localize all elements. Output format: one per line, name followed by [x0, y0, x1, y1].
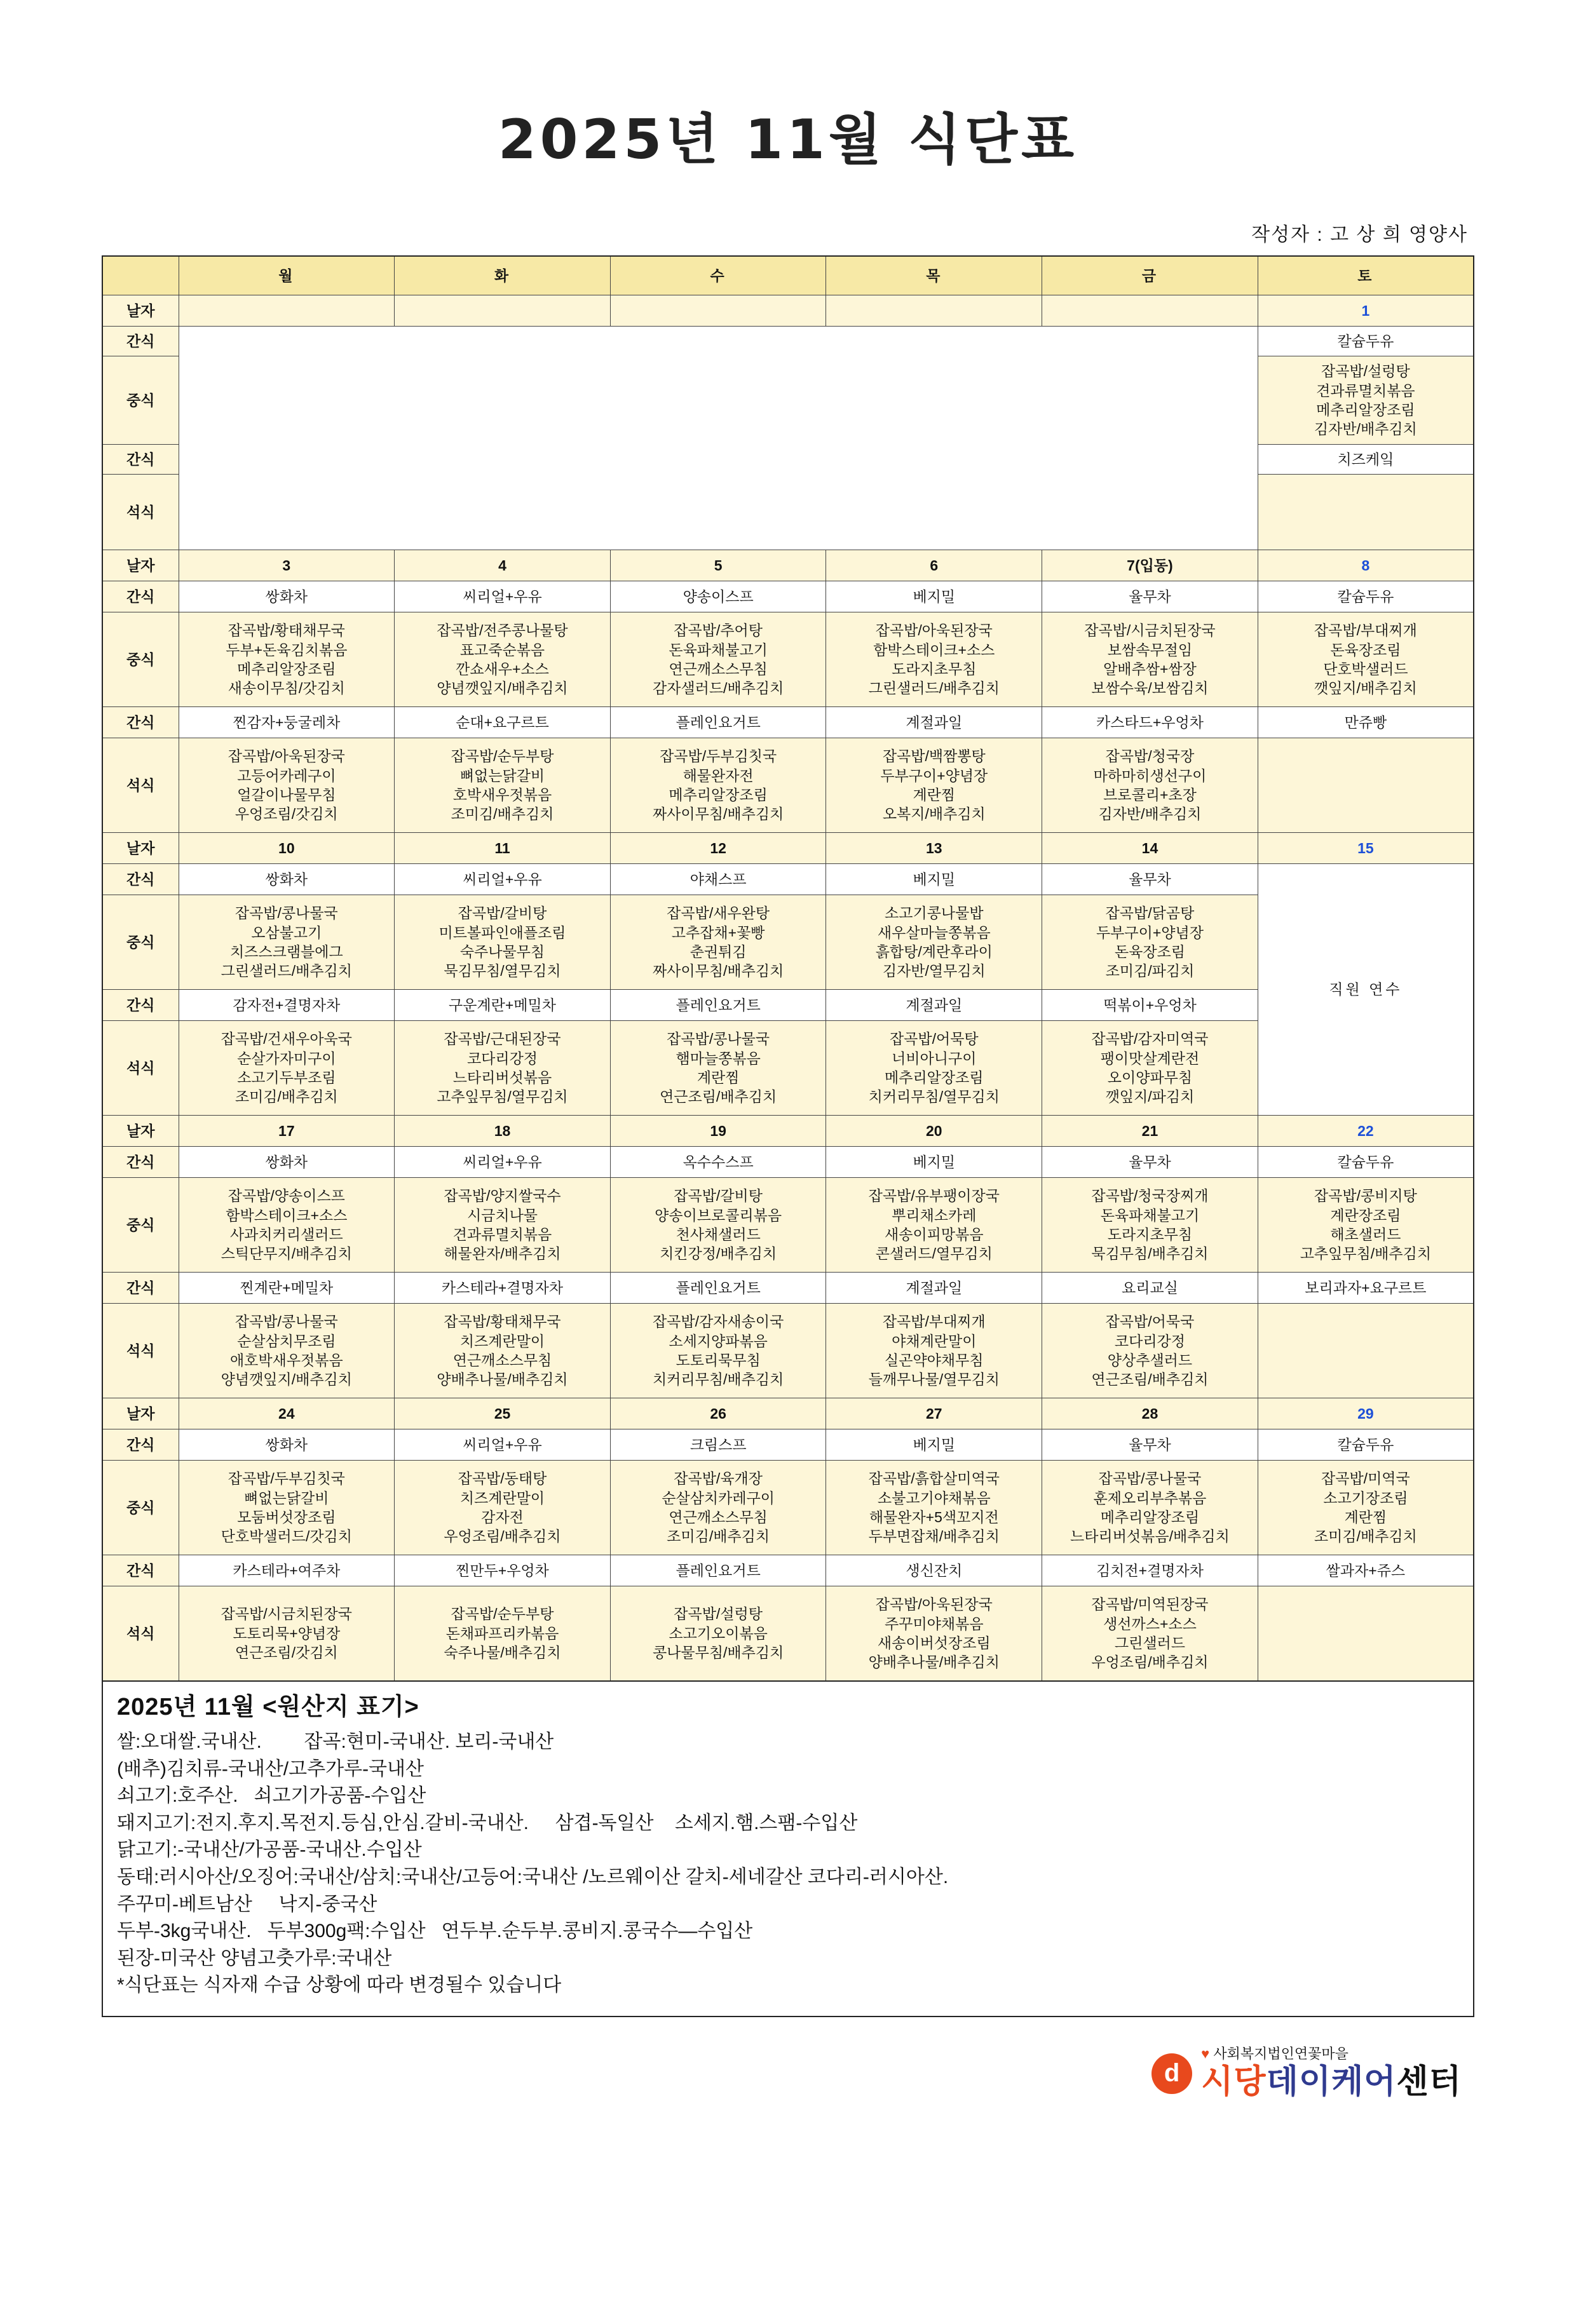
row-label: 석식: [102, 475, 179, 550]
meal-cell: 잡곡밥/감자미역국 팽이맛살계란전 오이양파무침 깻잎지/파김치: [1042, 1021, 1258, 1116]
row-label: 간식: [102, 707, 179, 738]
row-label-date: 날자: [102, 1116, 179, 1147]
row-label-date: 날자: [102, 295, 179, 327]
meal-cell: 잡곡밥/콩나물국 햄마늘쫑볶음 계란찜 연근조림/배추김치: [610, 1021, 826, 1116]
meal-cell: 찐감자+둥굴레차: [179, 707, 395, 738]
row-label: 간식: [102, 327, 179, 356]
meal-cell: 율무차: [1042, 581, 1258, 612]
meal-row: [102, 1273, 1474, 1304]
meal-cell: 씨리얼+우유: [395, 1429, 611, 1461]
origin-line: 쌀:오대쌀.국내산. 잡곡:현미-국내산. 보리-국내산: [117, 1731, 554, 1752]
meal-cell: 베지밀: [826, 864, 1042, 895]
meal-cell: 잡곡밥/부대찌개 야채계란말이 실곤약야채무침 들깨무나물/열무김치: [826, 1304, 1042, 1398]
meal-cell: 베지밀: [826, 1147, 1042, 1178]
row-label: 중식: [102, 1461, 179, 1555]
row-label: 중식: [102, 612, 179, 707]
date-cell: 24: [179, 1398, 395, 1429]
date-cell: 29: [1258, 1398, 1474, 1429]
origin-line: 두부-3kg국내산. 두부300g팩:수입산 연두부.순두부.콩비지.콩국수—수입산: [117, 1921, 753, 1942]
meal-cell: 잡곡밥/순두부탕 뼈없는닭갈비 호박새우젓볶음 조미김/배추김치: [395, 738, 611, 833]
date-cell: 10: [179, 833, 395, 864]
meal-cell: 쌍화차: [179, 864, 395, 895]
meal-cell: 잡곡밥/감자새송이국 소세지양파볶음 도토리묵무침 치커리무침/배추김치: [610, 1304, 826, 1398]
meal-cell: 칼슘두유: [1258, 327, 1474, 356]
row-label: 간식: [102, 990, 179, 1021]
meal-row: [102, 1304, 1474, 1398]
meal-cell: 쌍화차: [179, 581, 395, 612]
meal-row: [102, 707, 1474, 738]
date-cell: 27: [826, 1398, 1042, 1429]
meal-cell: 야채스프: [610, 864, 826, 895]
meal-row: [102, 1555, 1474, 1586]
origin-line: 주꾸미-베트남산 낙지-중국산: [117, 1893, 377, 1915]
meal-cell: 잡곡밥/황태채무국 치즈계란말이 연근깨소스무침 양배추나물/배추김치: [395, 1304, 611, 1398]
origin-line: *식단표는 식자재 수급 상황에 따라 변경될수 있습니다: [117, 1975, 562, 1996]
meal-row: [102, 1461, 1474, 1555]
meal-cell: 잡곡밥/갈비탕 미트볼파인애플조림 숙주나물무침 묵김무침/열무김치: [395, 895, 611, 990]
origin-line: 동태:러시아산/오징어:국내산/삼치:국내산/고등어:국내산 /노르웨이산 갈치-세네갈산 코다리-러시아산.: [117, 1866, 949, 1888]
row-label: 간식: [102, 581, 179, 612]
date-cell: 12: [610, 833, 826, 864]
meal-cell: 계절과일: [826, 707, 1042, 738]
meal-cell: 잡곡밥/미역된장국 생선까스+소스 그린샐러드 우엉조림/배추김치: [1042, 1586, 1258, 1682]
author-line: 작성자 : 고 상 희 영양사: [1251, 224, 1468, 245]
meal-row: [102, 612, 1474, 707]
brand-logo: [1151, 2046, 1462, 2100]
meal-cell: 잡곡밥/백짬뽕탕 두부구이+양념장 계란찜 오복지/배추김치: [826, 738, 1042, 833]
meal-cell: 떡볶이+우엉차: [1042, 990, 1258, 1021]
meal-cell: 잡곡밥/황태채무국 두부+돈육김치볶음 메추리알장조림 새송이무침/갓김치: [179, 612, 395, 707]
weekday-header-4: 금: [1042, 256, 1258, 295]
row-label: 중식: [102, 1178, 179, 1273]
meal-cell: 잡곡밥/근대된장국 코다리강정 느타리버섯볶음 고추잎무침/열무김치: [395, 1021, 611, 1116]
meal-cell: 잡곡밥/청국장찌개 돈육파채불고기 도라지초무침 묵김무침/배추김치: [1042, 1178, 1258, 1273]
meal-row: [102, 327, 1474, 356]
date-cell: 19: [610, 1116, 826, 1147]
meal-cell: 계절과일: [826, 1273, 1042, 1304]
date-cell: [395, 295, 611, 327]
meal-cell: 씨리얼+우유: [395, 581, 611, 612]
meal-cell: 카스테라+결명자차: [395, 1273, 611, 1304]
date-cell: 20: [826, 1116, 1042, 1147]
date-cell: 1: [1258, 295, 1474, 327]
meal-cell: 계절과일: [826, 990, 1042, 1021]
date-row: [102, 295, 1474, 327]
meal-row: [102, 738, 1474, 833]
meal-cell: 칼슘두유: [1258, 581, 1474, 612]
org-name: ♥ 사회복지법인연꽃마을: [1201, 2045, 1348, 2062]
date-cell: 7(입동): [1042, 550, 1258, 581]
meal-cell: 플레인요거트: [610, 1273, 826, 1304]
meal-cell: 플레인요거트: [610, 1555, 826, 1586]
date-cell: 13: [826, 833, 1042, 864]
meal-cell: 플레인요거트: [610, 990, 826, 1021]
meal-cell: 잡곡밥/청국장 마하마히생선구이 브로콜리+초장 김자반/배추김치: [1042, 738, 1258, 833]
date-cell: 14: [1042, 833, 1258, 864]
row-label: 간식: [102, 445, 179, 475]
meal-cell: 크림스프: [610, 1429, 826, 1461]
meal-cell: 잡곡밥/어묵국 코다리강정 양상추샐러드 연근조림/배추김치: [1042, 1304, 1258, 1398]
row-label: 중식: [102, 356, 179, 445]
meal-cell: 잡곡밥/아욱된장국 함박스테이크+소스 도라지초무침 그린샐러드/배추김치: [826, 612, 1042, 707]
meal-cell: 잡곡밥/육개장 순살삼치카레구이 연근깨소스무침 조미김/배추김치: [610, 1461, 826, 1555]
meal-row: [102, 864, 1474, 895]
meal-cell: 잡곡밥/닭곰탕 두부구이+양념장 돈육장조림 조미김/파김치: [1042, 895, 1258, 990]
origin-line: 돼지고기:전지.후지.목전지.등심,안심.갈비-국내산. 삼겹-독일산 소세지.햄.스팸-수입산: [117, 1812, 858, 1834]
meal-cell: 베지밀: [826, 581, 1042, 612]
row-label: 간식: [102, 1429, 179, 1461]
origin-section: [102, 1682, 1474, 2017]
date-cell: 17: [179, 1116, 395, 1147]
meal-row: [102, 1147, 1474, 1178]
meal-cell: 칼슘두유: [1258, 1429, 1474, 1461]
row-label: 간식: [102, 1273, 179, 1304]
meal-cell: 율무차: [1042, 1429, 1258, 1461]
meal-cell: 쌍화차: [179, 1147, 395, 1178]
origin-line: (배추)김치류-국내산/고추가루-국내산: [117, 1758, 424, 1780]
meal-cell: [1258, 1586, 1474, 1682]
origin-line: 된장-미국산 양념고춧가루:국내산: [117, 1947, 392, 1969]
row-label: 간식: [102, 1147, 179, 1178]
date-cell: 28: [1042, 1398, 1258, 1429]
date-cell: 8: [1258, 550, 1474, 581]
meal-cell: [1258, 475, 1474, 550]
meal-cell: 쌍화차: [179, 1429, 395, 1461]
meal-cell: 쌀과자+쥬스: [1258, 1555, 1474, 1586]
meal-cell: 잡곡밥/전주콩나물탕 표고죽순볶음 깐쇼새우+소스 양념깻잎지/배추김치: [395, 612, 611, 707]
origin-title: 2025년 11월 <원산지 표기>: [117, 1694, 419, 1720]
meal-cell: 카스타드+우엉차: [1042, 707, 1258, 738]
meal-cell: 잡곡밥/설렁탕 소고기오이볶음 콩나물무침/배추김치: [610, 1586, 826, 1682]
row-label: 석식: [102, 1304, 179, 1398]
meal-cell: 잡곡밥/유부팽이장국 뿌리채소카레 새송이피망볶음 콘샐러드/열무김치: [826, 1178, 1042, 1273]
origin-line: 닭고기:-국내산/가공품-국내산.수입산: [117, 1839, 422, 1861]
row-label: 석식: [102, 1021, 179, 1116]
date-cell: 4: [395, 550, 611, 581]
meal-cell: 보리과자+요구르트: [1258, 1273, 1474, 1304]
meal-cell: 구운계란+메밀차: [395, 990, 611, 1021]
meal-cell: [1258, 738, 1474, 833]
row-label: 중식: [102, 895, 179, 990]
meal-cell: 플레인요거트: [610, 707, 826, 738]
date-cell: 11: [395, 833, 611, 864]
meal-cell: 잡곡밥/순두부탕 돈채파프리카볶음 숙주나물/배추김치: [395, 1586, 611, 1682]
meal-cell: 씨리얼+우유: [395, 864, 611, 895]
header-corner: [102, 256, 179, 295]
row-label-date: 날자: [102, 833, 179, 864]
date-cell: 18: [395, 1116, 611, 1147]
meal-cell: 잡곡밥/콩나물국 순살삼치무조림 애호박새우젓볶음 양념깻잎지/배추김치: [179, 1304, 395, 1398]
date-row: [102, 1398, 1474, 1429]
meal-cell: 씨리얼+우유: [395, 1147, 611, 1178]
meal-cell: 율무차: [1042, 1147, 1258, 1178]
date-cell: [1042, 295, 1258, 327]
row-label-date: 날자: [102, 550, 179, 581]
meal-cell: 잡곡밥/미역국 소고기장조림 계란찜 조미김/배추김치: [1258, 1461, 1474, 1555]
empty-week-block: [179, 327, 1258, 550]
meal-cell: 찐만두+우엉차: [395, 1555, 611, 1586]
date-cell: [826, 295, 1042, 327]
meal-cell: 잡곡밥/건새우아욱국 순살가자미구이 소고기두부조림 조미김/배추김치: [179, 1021, 395, 1116]
row-label: 석식: [102, 1586, 179, 1682]
page-title: 2025년 11월 식단표: [498, 108, 1078, 172]
meal-cell: 잡곡밥/추어탕 돈육파채불고기 연근깨소스무침 감자샐러드/배추김치: [610, 612, 826, 707]
meal-cell: 잡곡밥/부대찌개 돈육장조림 단호박샐러드 깻잎지/배추김치: [1258, 612, 1474, 707]
menu-page: [0, 95, 1576, 2324]
row-label-date: 날자: [102, 1398, 179, 1429]
meal-row: [102, 1429, 1474, 1461]
weekday-header-3: 목: [826, 256, 1042, 295]
row-label: 간식: [102, 1555, 179, 1586]
meal-cell: 잡곡밥/설렁탕 견과류멸치볶음 메추리알장조림 김자반/배추김치: [1258, 356, 1474, 445]
meal-cell: 카스테라+여주차: [179, 1555, 395, 1586]
meal-cell: 잡곡밥/두부김칫국 뼈없는닭갈비 모둠버섯장조림 단호박샐러드/갓김치: [179, 1461, 395, 1555]
meal-cell: 잡곡밥/동태탕 치즈계란말이 감자전 우엉조림/배추김치: [395, 1461, 611, 1555]
meal-cell: 소고기콩나물밥 새우살마늘쫑볶음 흙합탕/계란후라이 김자반/열무김치: [826, 895, 1042, 990]
meal-cell: 옥수수스프: [610, 1147, 826, 1178]
date-cell: [179, 295, 395, 327]
weekday-header-0: 월: [179, 256, 395, 295]
meal-cell: 잡곡밥/새우완탕 고추잡채+꽃빵 춘권튀김 짜사이무침/배추김치: [610, 895, 826, 990]
date-cell: [610, 295, 826, 327]
date-row: [102, 833, 1474, 864]
footer: [0, 2046, 1576, 2100]
meal-cell: 양송이스프: [610, 581, 826, 612]
meal-cell: [1258, 1304, 1474, 1398]
date-cell: 21: [1042, 1116, 1258, 1147]
weekday-header-row: [102, 256, 1474, 295]
meal-cell: 잡곡밥/양지쌀국수 시금치나물 견과류멸치볶음 해물완자/배추김치: [395, 1178, 611, 1273]
meal-cell: 잡곡밥/아욱된장국 고등어카레구이 얼갈이나물무침 우엉조림/갓김치: [179, 738, 395, 833]
date-cell: 26: [610, 1398, 826, 1429]
meal-cell: 율무차: [1042, 864, 1258, 895]
logo-mark-icon: d: [1151, 2053, 1192, 2094]
meal-cell: 잡곡밥/콩나물국 오삼불고기 치즈스크램블에그 그린샐러드/배추김치: [179, 895, 395, 990]
meal-cell: 잡곡밥/시금치된장국 보쌈속무절임 알배추쌈+쌈장 보쌈수육/보쌈김치: [1042, 612, 1258, 707]
meal-cell: 감자전+결명자차: [179, 990, 395, 1021]
meal-cell: 찐계란+메밀차: [179, 1273, 395, 1304]
menu-table: [102, 255, 1474, 1682]
meal-row: [102, 1178, 1474, 1273]
date-cell: 6: [826, 550, 1042, 581]
date-cell: 5: [610, 550, 826, 581]
date-cell: 3: [179, 550, 395, 581]
meal-cell: 김치전+결명자차: [1042, 1555, 1258, 1586]
meal-cell: 잡곡밥/두부김칫국 해물완자전 메추리알장조림 짜사이무침/배추김치: [610, 738, 826, 833]
date-cell: 15: [1258, 833, 1474, 864]
meal-cell: 요리교실: [1042, 1273, 1258, 1304]
meal-cell: 잡곡밥/콩나물국 훈제오리부추볶음 메추리알장조림 느타리버섯볶음/배추김치: [1042, 1461, 1258, 1555]
meal-cell: 생신잔치: [826, 1555, 1042, 1586]
meal-cell: 잡곡밥/시금치된장국 도토리묵+양념장 연근조림/갓김치: [179, 1586, 395, 1682]
meal-cell: 잡곡밥/양송이스프 함박스테이크+소스 사과치커리샐러드 스틱단무지/배추김치: [179, 1178, 395, 1273]
brand-name: 시당데이케어센터: [1201, 2064, 1462, 2101]
staff-training-cell: 직원 연수: [1258, 864, 1474, 1116]
origin-line: 쇠고기:호주산. 쇠고기가공품-수입산: [117, 1785, 426, 1807]
date-cell: 22: [1258, 1116, 1474, 1147]
meal-cell: 잡곡밥/아욱된장국 주꾸미야채볶음 새송이버섯장조림 양배추나물/배추김치: [826, 1586, 1042, 1682]
row-label: 석식: [102, 738, 179, 833]
meal-cell: 베지밀: [826, 1429, 1042, 1461]
meal-cell: 치즈케잌: [1258, 445, 1474, 475]
meal-row: [102, 1586, 1474, 1682]
row-label: 간식: [102, 864, 179, 895]
meal-cell: 잡곡밥/갈비탕 양송이브로콜리볶음 천사채샐러드 치킨강정/배추김치: [610, 1178, 826, 1273]
date-row: [102, 550, 1474, 581]
weekday-header-2: 수: [610, 256, 826, 295]
date-row: [102, 1116, 1474, 1147]
meal-cell: 만쥬빵: [1258, 707, 1474, 738]
weekday-header-1: 화: [395, 256, 611, 295]
meal-cell: 순대+요구르트: [395, 707, 611, 738]
meal-cell: 잡곡밥/어묵탕 너비아니구이 메추리알장조림 치커리무침/열무김치: [826, 1021, 1042, 1116]
meal-cell: 칼슘두유: [1258, 1147, 1474, 1178]
meal-cell: 잡곡밥/콩비지탕 계란장조림 해초샐러드 고추잎무침/배추김치: [1258, 1178, 1474, 1273]
date-cell: 25: [395, 1398, 611, 1429]
weekday-header-5: 토: [1258, 256, 1474, 295]
meal-row: [102, 581, 1474, 612]
meal-cell: 잡곡밥/흙합살미역국 소불고기야채볶음 해물완자+5색꼬지전 두부면잡채/배추김치: [826, 1461, 1042, 1555]
